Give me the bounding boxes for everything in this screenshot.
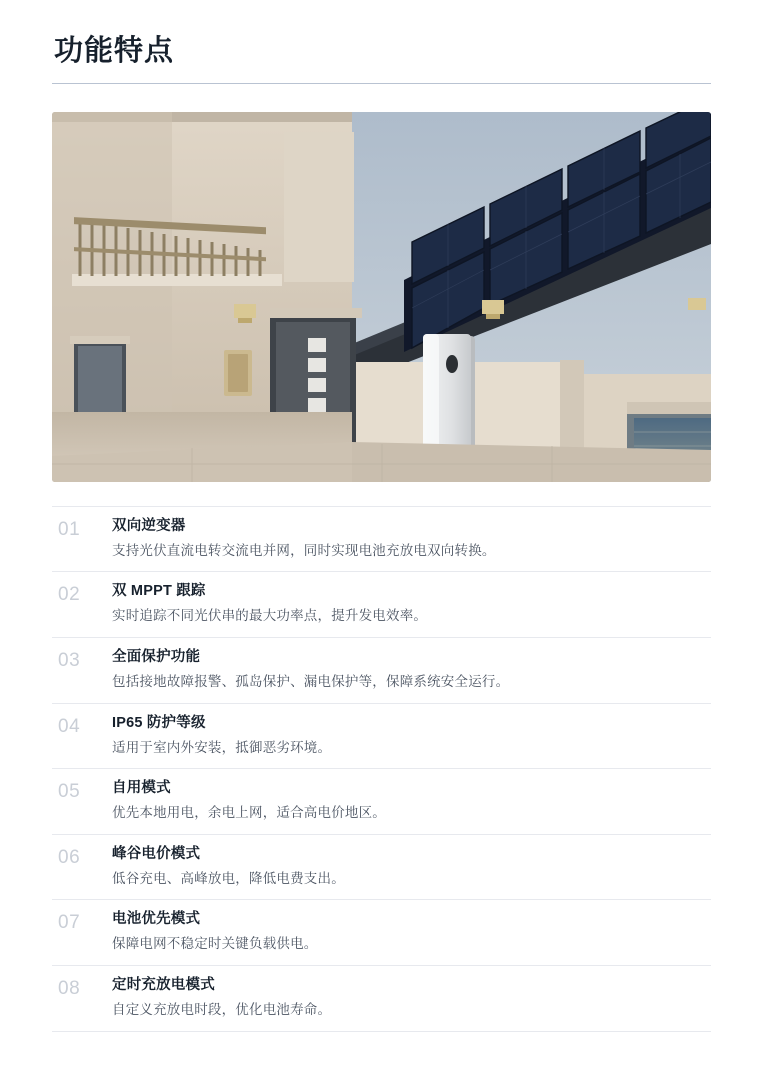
- feature-title: 全面保护功能: [112, 649, 201, 666]
- feature-description: 适用于室内外安装，抵御恶劣环境。: [112, 739, 332, 755]
- list-item: [52, 572, 711, 638]
- feature-description: 实时追踪不同光伏串的最大功率点，提升发电效率。: [112, 608, 428, 624]
- feature-title: IP65 防护等级: [112, 714, 206, 731]
- feature-title: 峰谷电价模式: [112, 845, 201, 862]
- feature-number: 05: [58, 781, 81, 803]
- hero-image: [52, 112, 711, 482]
- feature-number: 08: [58, 978, 81, 1000]
- feature-list: [52, 506, 711, 1032]
- feature-number: 03: [58, 650, 81, 672]
- feature-title: 双 MPPT 跟踪: [112, 583, 206, 600]
- feature-description: 低谷充电、高峰放电，降低电费支出。: [112, 870, 345, 886]
- feature-description: 包括接地故障报警、孤岛保护、漏电保护等，保障系统安全运行。: [112, 674, 510, 690]
- list-item: [52, 835, 711, 901]
- list-item: [52, 966, 711, 1032]
- feature-description: 保障电网不稳定时关键负载供电。: [112, 936, 318, 952]
- list-item: [52, 704, 711, 770]
- house-with-solar-panels-illustration: [52, 112, 711, 482]
- title-divider: [52, 83, 711, 84]
- feature-content: [110, 909, 711, 955]
- feature-number: 06: [58, 846, 81, 868]
- feature-content: [110, 975, 711, 1021]
- feature-number: 01: [58, 518, 81, 540]
- feature-content: [110, 844, 711, 890]
- list-item: [52, 900, 711, 966]
- feature-description: 支持光伏直流电转交流电并网，同时实现电池充放电双向转换。: [112, 542, 496, 558]
- list-item: [52, 506, 711, 573]
- feature-number: 02: [58, 584, 81, 606]
- feature-content: [110, 647, 711, 693]
- feature-title: 自用模式: [112, 780, 171, 797]
- feature-title: 定时充放电模式: [112, 977, 215, 994]
- feature-number: 04: [58, 715, 81, 737]
- feature-content: [110, 516, 711, 562]
- feature-number: 07: [58, 912, 81, 934]
- feature-content: [110, 713, 711, 759]
- feature-title: 双向逆变器: [112, 517, 186, 534]
- list-item: [52, 638, 711, 704]
- feature-description: 自定义充放电时段，优化电池寿命。: [112, 1002, 332, 1018]
- feature-title: 电池优先模式: [112, 911, 201, 928]
- page-header: [52, 0, 711, 84]
- feature-content: [110, 778, 711, 824]
- feature-content: [110, 581, 711, 627]
- list-item: [52, 769, 711, 835]
- feature-description: 优先本地用电，余电上网，适合高电价地区。: [112, 805, 386, 821]
- page-title: 功能特点: [54, 35, 175, 67]
